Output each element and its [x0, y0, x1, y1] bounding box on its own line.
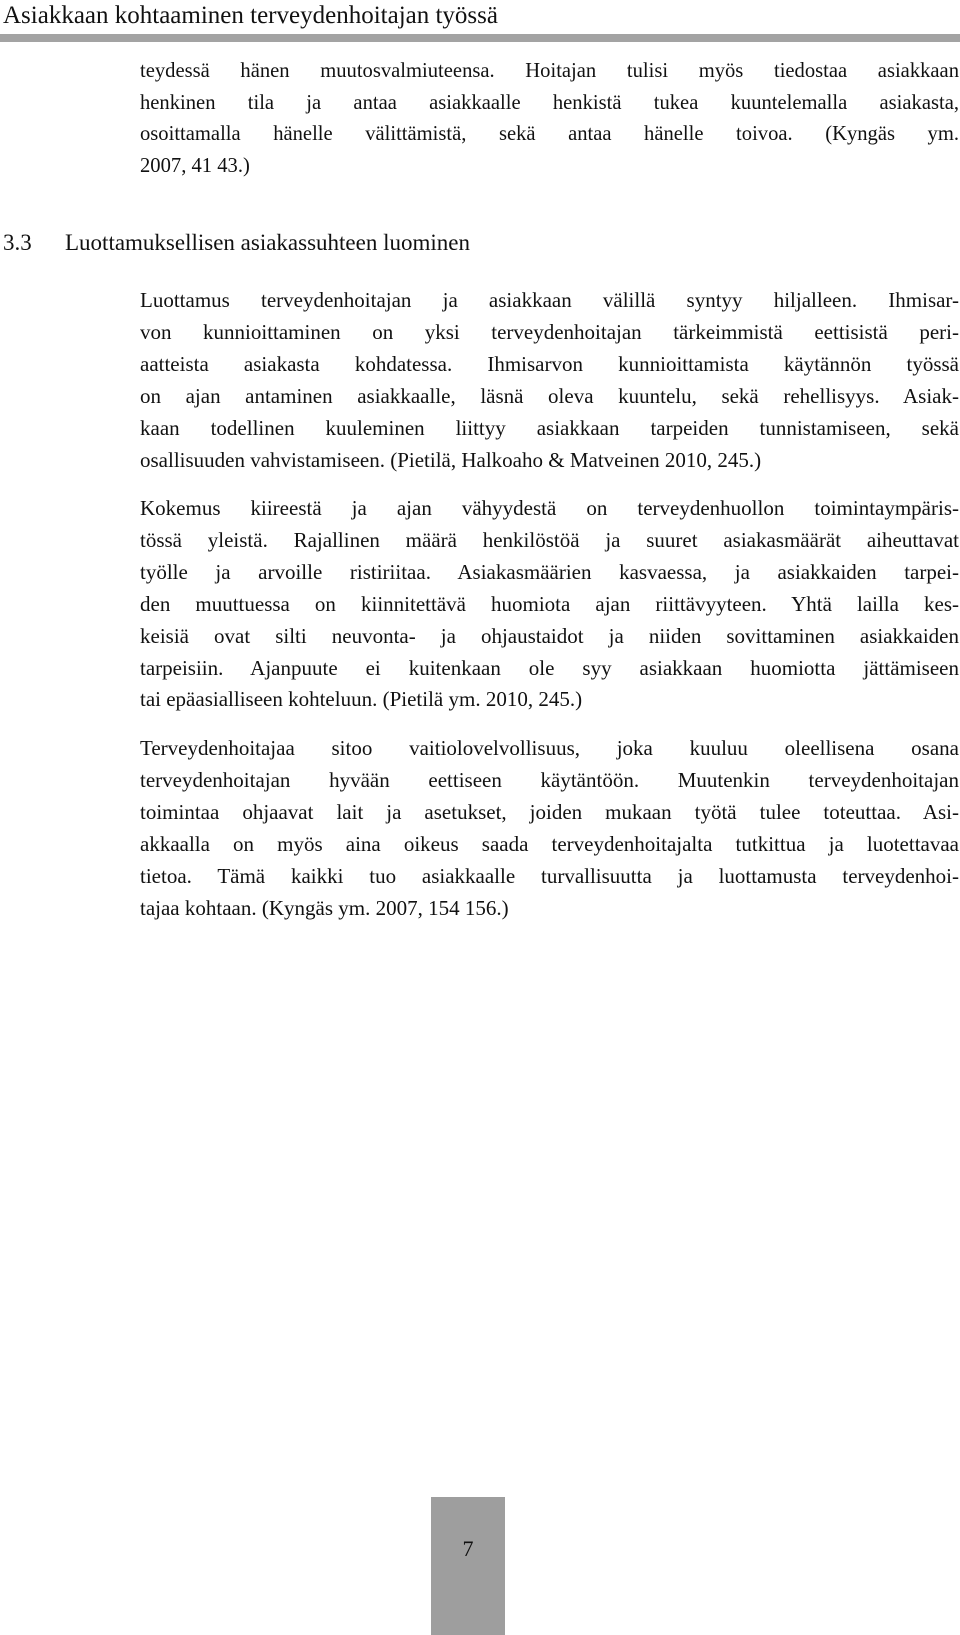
- text-line: osoittamalla hänelle välittämistä, sekä antaa hänelle toivoa. (Kyngäs ym.: [140, 123, 959, 145]
- intro-paragraph: [140, 56, 959, 182]
- text-line: Terveydenhoitajaa sitoo vaitiolovelvollisuus, joka kuuluu oleellisena osana: [140, 736, 959, 760]
- section-title: Luottamuksellisen asiakassuhteen luominen: [65, 230, 470, 255]
- section-number: 3.3: [3, 230, 32, 255]
- header-rule: [0, 34, 960, 42]
- text-line: den muuttuessa on kiinnitettävä huomiota ajan riittävyyteen. Yhtä lailla kes-: [140, 591, 959, 616]
- text-line: teydessä hänen muutosvalmiuteensa. Hoitajan tulisi myös tiedostaa asiakkaan: [140, 60, 959, 82]
- text-line: tarpeisiin. Ajanpuute ei kuitenkaan ole syy asiakkaan huomiotta jättämiseen: [140, 655, 959, 680]
- running-header: [0, 0, 960, 44]
- text-line: keisiä ovat silti neuvonta- ja ohjaustaidot ja niiden sovittaminen asiakkaiden: [140, 623, 959, 648]
- text-line: aatteista asiakasta kohdatessa. Ihmisarvon kunnioittamista käytännön työssä: [140, 351, 959, 376]
- text-line: tössä yleistä. Rajallinen määrä henkilöstöä ja suuret asiakasmäärät aiheuttavat: [140, 527, 959, 552]
- section-heading: [3, 228, 470, 258]
- text-line: Kokemus kiireestä ja ajan vähyydestä on terveydenhuollon toimintaympäris-: [140, 496, 959, 520]
- text-line: toimintaa ohjaavat lait ja asetukset, joiden mukaan työtä tulee toteuttaa. Asi-: [140, 799, 959, 824]
- text-line: työlle ja arvoille ristiriitaa. Asiakasmäärien kasvaessa, ja asiakkaiden tarpei-: [140, 559, 959, 584]
- text-line: henkinen tila ja antaa asiakkaalle henkistä tukea kuuntelemalla asiakasta,: [140, 91, 959, 114]
- text-line: akkaalla on myös aina oikeus saada terveydenhoitajalta tutkittua ja luotettavaa: [140, 831, 959, 856]
- text-line: tai epäasialliseen kohteluun. (Pietilä ym. 2010, 245.): [140, 687, 583, 712]
- text-line: terveydenhoitajan hyvään eettiseen käytäntöön. Muutenkin terveydenhoitajan: [140, 767, 959, 792]
- text-line: on ajan antaminen asiakkaalle, läsnä oleva kuuntelu, sekä rehellisyys. Asiak-: [140, 383, 959, 408]
- body-paragraph: [140, 733, 959, 924]
- header-title: Asiakkaan kohtaaminen terveydenhoitajan työssä: [3, 2, 498, 29]
- page-number: 7: [462, 1536, 474, 1561]
- text-line: 2007, 41 43.): [140, 154, 250, 177]
- text-line: tajaa kohtaan. (Kyngäs ym. 2007, 154 156.): [140, 895, 509, 920]
- text-line: kaan todellinen kuuleminen liittyy asiakkaan tarpeiden tunnistamiseen, sekä: [140, 415, 959, 440]
- body-paragraph: [140, 285, 959, 476]
- body-paragraph: [140, 493, 959, 716]
- text-line: Luottamus terveydenhoitajan ja asiakkaan välillä syntyy hiljalleen. Ihmisar-: [140, 288, 959, 312]
- page-number-box: [431, 1497, 505, 1635]
- text-line: osallisuuden vahvistamiseen. (Pietilä, Halkoaho & Matveinen 2010, 245.): [140, 447, 762, 472]
- text-line: tietoa. Tämä kaikki tuo asiakkaalle turvallisuutta ja luottamusta terveydenhoi-: [140, 863, 959, 888]
- text-line: von kunnioittaminen on yksi terveydenhoitajan tärkeimmistä eettisistä peri-: [140, 319, 959, 344]
